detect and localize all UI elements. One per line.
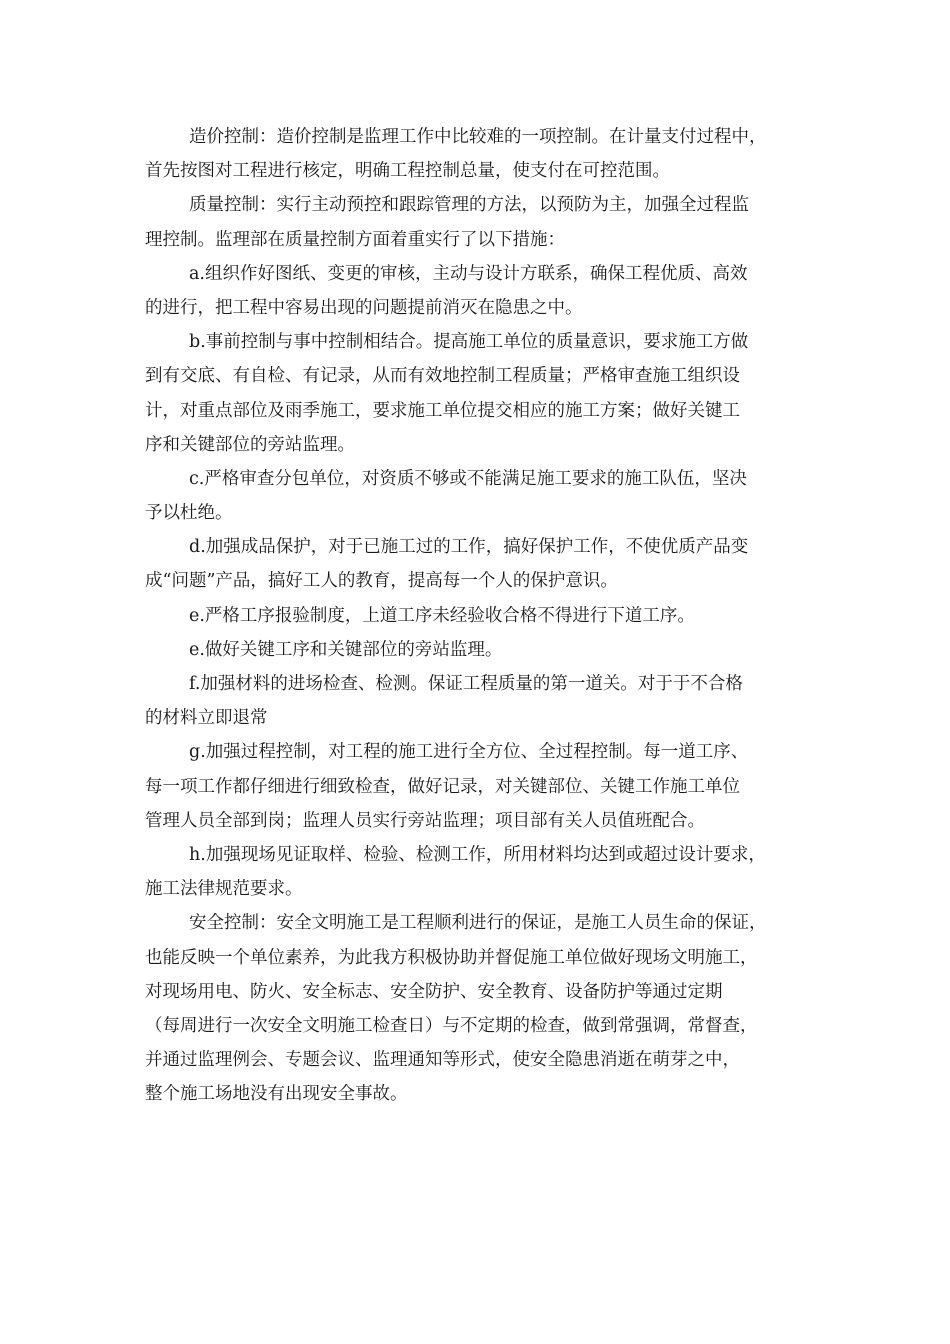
text-line: 对现场用电、防火、安全标志、安全防护、安全教育、设备防护等通过定期 bbox=[145, 981, 723, 1002]
text-line: 也能反映一个单位素养，为此我方积极协助并督促施工单位做好现场文明施工， bbox=[145, 947, 758, 968]
text-line: 的材料立即退常 bbox=[145, 708, 268, 729]
document-body bbox=[145, 120, 820, 1111]
text-line: 序和关键部位的旁站监理。 bbox=[145, 434, 355, 455]
text-line: 整个施工场地没有出现安全事故。 bbox=[145, 1084, 408, 1105]
text-line: d.加强成品保护，对于已施工过的工作，搞好保护工作，不使优质产品变 bbox=[189, 537, 749, 558]
text-line: 质量控制：实行主动预控和跟踪管理的方法，以预防为主，加强全过程监 bbox=[189, 195, 749, 216]
text-line: g.加强过程控制，对工程的施工进行全方位、全过程控制。每一道工序、 bbox=[189, 742, 749, 763]
text-line: （每周进行一次安全文明施工检查日）与不定期的检查，做到常强调，常督查， bbox=[145, 1015, 758, 1036]
text-line: 到有交底、有自检、有记录，从而有效地控制工程质量；严格审查施工组织设 bbox=[145, 366, 740, 387]
text-line: 理控制。监理部在质量控制方面着重实行了以下措施： bbox=[145, 229, 565, 250]
text-line: 首先按图对工程进行核定，明确工程控制总量，使支付在可控范围。 bbox=[145, 161, 670, 182]
text-line: c.严格审查分包单位，对资质不够或不能满足施工要求的施工队伍，坚决 bbox=[189, 468, 747, 489]
text-line: f.加强材料的进场检查、检测。保证工程质量的第一道关。对于于不合格 bbox=[189, 674, 743, 694]
text-line: 予以杜绝。 bbox=[145, 503, 233, 524]
text-line: a.组织作好图纸、变更的审核，主动与设计方联系，确保工程优质、高效 bbox=[189, 263, 748, 284]
text-line: e.严格工序报验制度，上道工序未经验收合格不得进行下道工序。 bbox=[189, 605, 695, 626]
text-line: 每一项工作都仔细进行细致检查，做好记录，对关键部位、关键工作施工单位 bbox=[145, 776, 740, 797]
text-line: 的进行，把工程中容易出现的问题提前消灭在隐患之中。 bbox=[145, 297, 583, 318]
text-line: 施工法律规范要求。 bbox=[145, 879, 303, 900]
text-line: h.加强现场见证取样、检验、检测工作，所用材料均达到或超过设计要求， bbox=[189, 844, 766, 865]
text-line: 成“问题”产品，搞好工人的教育，提高每一个人的保护意识。 bbox=[145, 571, 618, 592]
text-line: 并通过监理例会、专题会议、监理通知等形式，使安全隐患消逝在萌芽之中， bbox=[145, 1050, 740, 1071]
text-line: 管理人员全部到岗；监理人员实行旁站监理；项目部有关人员值班配合。 bbox=[145, 810, 705, 831]
text-line: 造价控制：造价控制是监理工作中比较难的一项控制。在计量支付过程中， bbox=[189, 127, 767, 147]
text-line: 安全控制：安全文明施工是工程顺利进行的保证，是施工人员生命的保证， bbox=[189, 913, 767, 934]
text-line: 计，对重点部位及雨季施工，要求施工单位提交相应的施工方案；做好关键工 bbox=[145, 400, 740, 421]
text-line: e.做好关键工序和关键部位的旁站监理。 bbox=[189, 639, 503, 660]
text-line: b.事前控制与事中控制相结合。提高施工单位的质量意识，要求施工方做 bbox=[189, 332, 749, 353]
